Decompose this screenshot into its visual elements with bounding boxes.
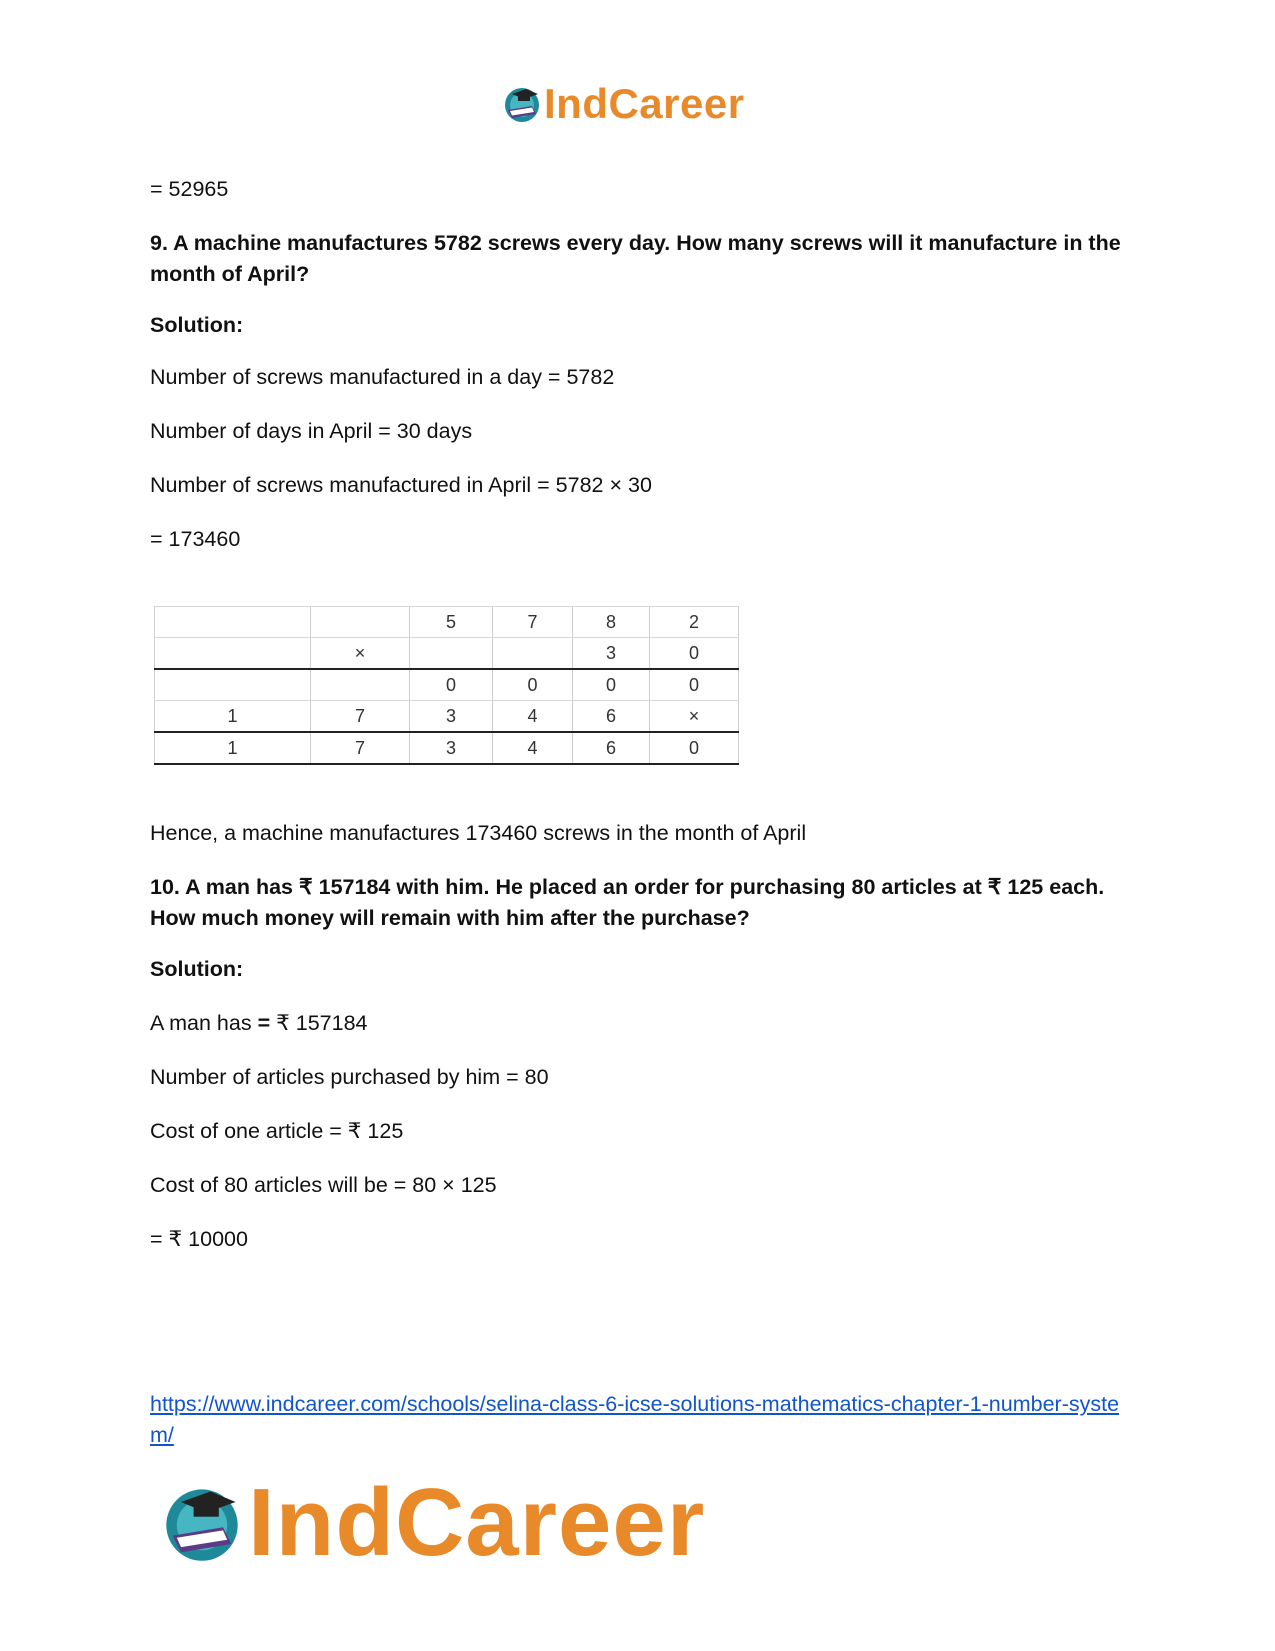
line-prefix: A man has: [150, 1011, 258, 1035]
table-cell: 8: [573, 607, 650, 638]
conclusion-9: Hence, a machine manufactures 173460 screws in the month of April: [150, 821, 807, 845]
line-value: ₹ 157184: [270, 1011, 368, 1035]
table-row: [155, 638, 739, 670]
source-link[interactable]: https://www.indcareer.com/schools/selina-class-6-icse-solutions-mathematics-chapter-1-number-system/: [150, 1392, 1120, 1447]
table-row: [155, 669, 739, 701]
table-cell: 7: [311, 701, 410, 733]
solution-line: Cost of one article = ₹ 125: [150, 1119, 404, 1143]
table-cell: 0: [410, 669, 493, 701]
table-cell: 4: [493, 701, 573, 733]
table-cell: 3: [410, 701, 493, 733]
table-cell: 7: [311, 732, 410, 764]
table-row: [155, 607, 739, 638]
previous-result: = 52965: [150, 177, 229, 201]
table-cell: 6: [573, 701, 650, 733]
table-cell: [311, 607, 410, 638]
table-cell: [311, 669, 410, 701]
question-10: 10. A man has ₹ 157184 with him. He placed an order for purchasing 80 articles at ₹ 125 each. How much money will remain with him after the purchase?: [150, 875, 1105, 930]
solution-label-9: Solution:: [150, 313, 244, 337]
table-cell: 0: [493, 669, 573, 701]
solution-line: Number of screws manufactured in April = 5782 × 30: [150, 473, 652, 497]
table-cell: 4: [493, 732, 573, 764]
solution-line: Cost of 80 articles will be = 80 × 125: [150, 1173, 497, 1197]
multiplication-table: [154, 606, 739, 765]
solution-line: Number of articles purchased by him = 80: [150, 1065, 549, 1089]
brand-wordmark: IndCareer: [248, 1469, 706, 1576]
table-cell: 3: [410, 732, 493, 764]
table-cell: [155, 669, 311, 701]
table-cell: 2: [650, 607, 739, 638]
solution-line: Number of days in April = 30 days: [150, 419, 473, 443]
table-cell: [493, 638, 573, 670]
table-cell: 5: [410, 607, 493, 638]
brand-wordmark: IndCareer: [544, 80, 745, 127]
equals-sign: =: [257, 1011, 271, 1035]
table-cell: 3: [573, 638, 650, 670]
question-9: 9. A machine manufactures 5782 screws every day. How many screws will it manufacture in the month of April?: [150, 231, 1121, 286]
table-cell: 1: [155, 732, 311, 764]
table-row: [155, 701, 739, 733]
table-cell: 1: [155, 701, 311, 733]
table-cell: [155, 607, 311, 638]
header-logo: [502, 80, 745, 128]
solution-line: [150, 1008, 368, 1039]
solution-line: = 173460: [150, 527, 241, 551]
table-cell: 0: [573, 669, 650, 701]
graduation-book-globe-icon: [502, 84, 542, 124]
table-cell: 7: [493, 607, 573, 638]
solution-label-10: Solution:: [150, 957, 244, 981]
graduation-book-globe-icon: [160, 1481, 244, 1565]
table-cell: ×: [311, 638, 410, 670]
footer-logo: [160, 1468, 705, 1578]
table-cell: [155, 638, 311, 670]
table-row: [155, 732, 739, 764]
table-cell: 0: [650, 669, 739, 701]
solution-line: = ₹ 10000: [150, 1227, 248, 1251]
table-cell: 0: [650, 638, 739, 670]
table-cell: 6: [573, 732, 650, 764]
solution-line: Number of screws manufactured in a day = 5782: [150, 365, 615, 389]
table-cell: [410, 638, 493, 670]
table-cell: 0: [650, 732, 739, 764]
table-cell: ×: [650, 701, 739, 733]
